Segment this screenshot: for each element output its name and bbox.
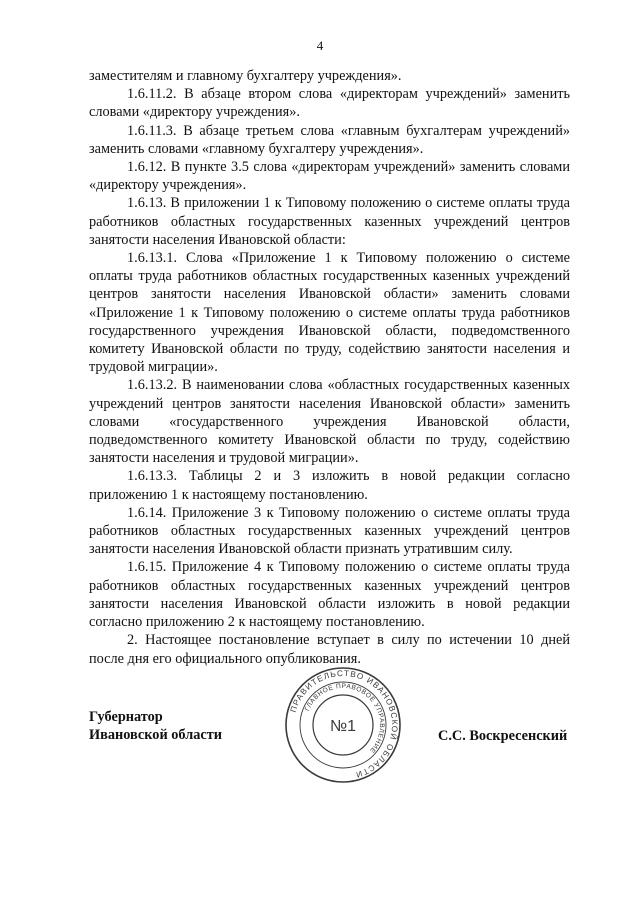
paragraph-1-6-13: 1.6.13. В приложении 1 к Типовому положению о системе оплаты труда работников областных государственных казенных учреждений центров занятости населения Ивановской области:: [89, 195, 570, 248]
paragraph-1-6-14: 1.6.14. Приложение 3 к Типовому положению о системе оплаты труда работников областных государственных казенных учреждений центров занятости населения Ивановской области признать утратившим силу.: [89, 504, 570, 558]
paragraph-1-6-15: 1.6.15. Приложение 4 к Типовому положению о системе оплаты труда работников областных государственных казенных учреждений центров занятости населения Ивановской области изложить в новой редакции согласно приложению 2 к настоящему постановлению.: [89, 559, 570, 631]
official-stamp: [283, 665, 403, 785]
seal-inner-text: ГЛАВНОЕ ПРАВОВОЕ УПРАВЛЕНИЕ: [303, 682, 386, 755]
page-number: 4: [316, 38, 324, 53]
paragraph-2: 2. Настоящее постановление вступает в силу по истечении 10 дней после дня его официального опубликования.: [89, 632, 570, 667]
seal-number: №1: [329, 718, 357, 735]
seal-outer-text: ПРАВИТЕЛЬСТВО ИВАНОВСКОЙ ОБЛАСТИ: [288, 668, 400, 780]
paragraph-1-6-11-3: 1.6.11.3. В абзаце третьем слова «главным бухгалтерам учреждений» заменить словами «главному бухгалтеру учреждения».: [89, 122, 570, 157]
paragraph-1-6-13-2: 1.6.13.2. В наименовании слова «областных государственных казенных учреждений центров занятости населения Ивановской области» заменить словами «государственного учреждения Ивановской области, подведомственного комитету Ивановской области по труду, содействию занятости населения и трудовой миграции».: [89, 377, 570, 467]
signatory-title: Губернатор: [89, 709, 163, 725]
document-body: [89, 67, 570, 668]
paragraph-continuation: заместителям и главному бухгалтеру учреждения».: [89, 68, 402, 84]
paragraph-1-6-11-2: 1.6.11.2. В абзаце втором слова «директорам учреждений» заменить словами «директору учреждения».: [89, 86, 570, 121]
paragraph-1-6-13-1: 1.6.13.1. Слова «Приложение 1 к Типовому положению о системе оплаты труда работников областных государственных казенных учреждений центров занятости населения Ивановской области» заменить словами «Приложение 1 к Типовому положению о системе оплаты труда работников государственного учреждения Ивановской области, подведомственного комитету Ивановской области по труду, содействию занятости населения и трудовой миграции».: [89, 250, 570, 376]
signatory-name: С.С. Воскресенский: [438, 728, 568, 744]
paragraph-1-6-12: 1.6.12. В пункте 3.5 слова «директорам учреждений» заменить словами «директору учреждения».: [89, 159, 570, 194]
signatory-region: Ивановской области: [89, 727, 222, 743]
signatory-position: [89, 708, 222, 744]
paragraph-1-6-13-3: 1.6.13.3. Таблицы 2 и 3 изложить в новой редакции согласно приложению 1 к настоящему постановлению.: [89, 468, 570, 503]
